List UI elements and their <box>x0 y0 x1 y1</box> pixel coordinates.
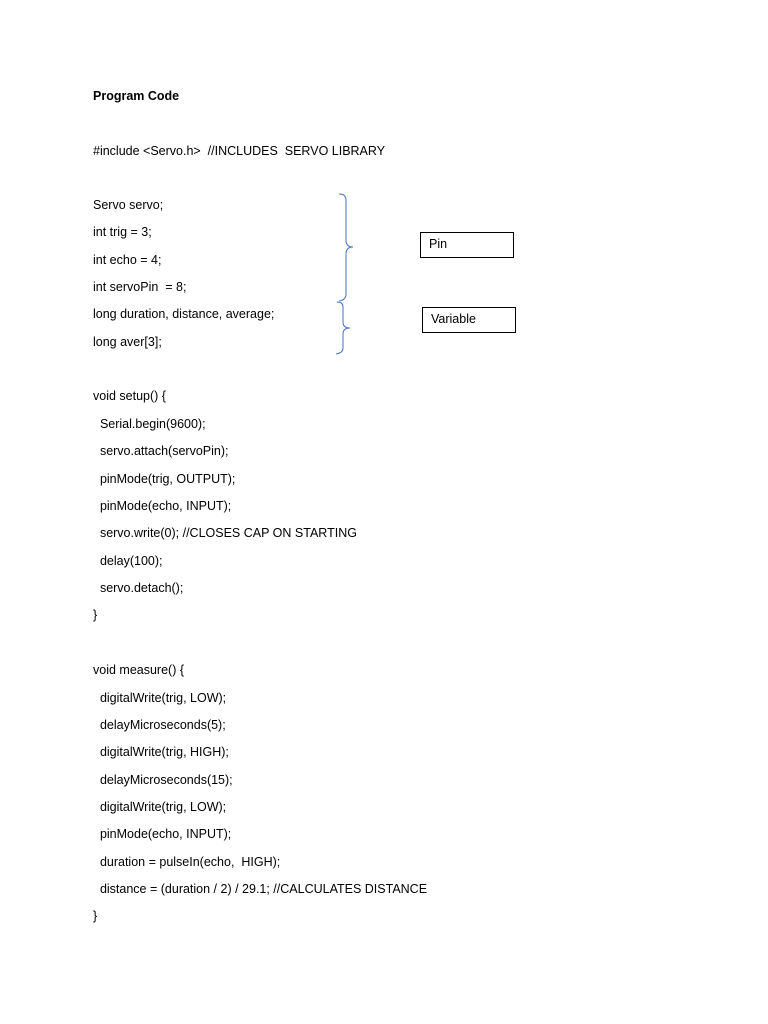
variable-label-box <box>422 307 516 333</box>
declaration-braces <box>330 190 370 360</box>
variable-label: Variable <box>431 312 476 326</box>
code-line-serial-begin: Serial.begin(9600); <box>93 417 206 431</box>
code-line-setup-open: void setup() { <box>93 389 166 403</box>
code-line-include: #include <Servo.h> //INCLUDES SERVO LIBRARY <box>93 144 386 158</box>
program-code-heading: Program Code <box>93 89 180 103</box>
code-line-setup-close: } <box>93 608 98 622</box>
code-line-digitalwrite-low-1: digitalWrite(trig, LOW); <box>93 691 227 705</box>
code-line-delay: delay(100); <box>93 554 163 568</box>
code-line-pinmode-trig: pinMode(trig, OUTPUT); <box>93 472 236 486</box>
code-line-servo-attach: servo.attach(servoPin); <box>93 444 229 458</box>
code-line-echo-decl: int echo = 4; <box>93 253 162 267</box>
code-line-digitalwrite-low-2: digitalWrite(trig, LOW); <box>93 800 227 814</box>
code-line-delay-micro-15: delayMicroseconds(15); <box>93 773 233 787</box>
code-line-servopin-decl: int servoPin = 8; <box>93 280 187 294</box>
code-line-trig-decl: int trig = 3; <box>93 225 152 239</box>
code-line-aver-decl: long aver[3]; <box>93 335 162 349</box>
code-line-measure-open: void measure() { <box>93 663 185 677</box>
code-line-servo-detach: servo.detach(); <box>93 581 184 595</box>
pin-label-box <box>420 232 514 258</box>
variable-brace <box>336 302 350 354</box>
pin-label: Pin <box>429 237 448 251</box>
code-line-servo-write: servo.write(0); //CLOSES CAP ON STARTING <box>93 526 357 540</box>
code-line-distance: distance = (duration / 2) / 29.1; //CALCULATES DISTANCE <box>93 882 428 896</box>
code-line-delay-micro-5: delayMicroseconds(5); <box>93 718 226 732</box>
code-line-pulsein: duration = pulseIn(echo, HIGH); <box>93 855 281 869</box>
code-line-measure-close: } <box>93 909 98 923</box>
code-line-pinmode-echo: pinMode(echo, INPUT); <box>93 499 232 513</box>
code-line-digitalwrite-high: digitalWrite(trig, HIGH); <box>93 745 229 759</box>
pin-brace <box>339 194 353 301</box>
code-line-servo-decl: Servo servo; <box>93 198 164 212</box>
code-line-pinmode-echo-2: pinMode(echo, INPUT); <box>93 827 232 841</box>
code-line-duration-decl: long duration, distance, average; <box>93 307 275 321</box>
